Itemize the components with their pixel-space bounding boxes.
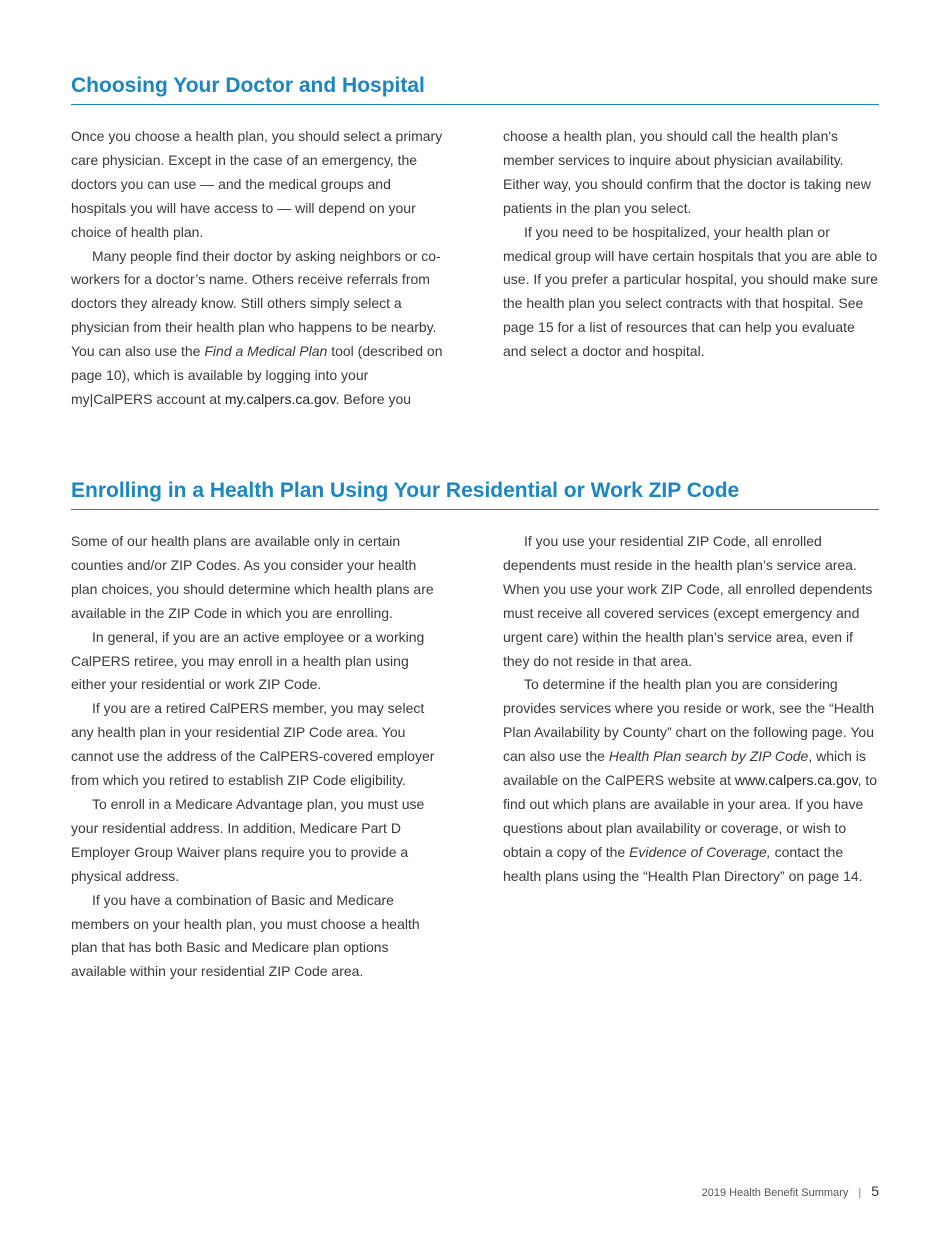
text-run: contact the health plans using the “Health Plan Directory” on page 14.	[503, 843, 863, 884]
text-run: Many people find their doctor by asking neighbors or co-workers for a doctor’s name. Others receive referrals from doctors they already know. Still others simply select a physician from their health plan who happens to be nearby. You can also use the	[71, 247, 441, 360]
paragraph: To enroll in a Medicare Advantage plan, you must use your residential address. In addition, Medicare Part D Employer Group Waiver plans require you to provide a physical address.	[71, 795, 425, 884]
text-run: , to find out which plans are available in your area. If you have questions about plan availability or coverage, or wish to obtain a copy of the	[503, 772, 878, 860]
paragraph: Some of our health plans are available only in certain counties and/or ZIP Codes. As you consider your health plan choices, you should determine which health plans are available in the ZIP Code in which you are enrolling.	[71, 533, 434, 621]
tool-name: Health Plan search by ZIP Code	[608, 748, 809, 765]
section-choosing-doctor	[71, 72, 879, 407]
document-title: Evidence of Coverage,	[629, 843, 771, 860]
section-enrolling-zip	[71, 477, 879, 980]
paragraph: In general, if you are an active employee or a working CalPERS retiree, you may enroll in a health plan using either your residential or work ZIP Code.	[71, 628, 425, 693]
paragraph	[503, 673, 879, 888]
text-run: To determine if the health plan you are considering provides services where you reside or work, see the “Health Plan Availability by County” chart on the following page. You can also use the	[503, 676, 875, 765]
page-footer	[702, 1182, 879, 1202]
text-run: . Before you	[335, 390, 412, 407]
paragraph: If you are a retired CalPERS member, you may select any health plan in your residential ZIP Code area. You cannot use the address of the CalPERS-covered employer from which you retired to establish ZIP Code eligibility.	[71, 700, 435, 789]
section-title: Enrolling in a Health Plan Using Your Residential or Work ZIP Code	[71, 477, 879, 510]
paragraph: If you have a combination of Basic and Medicare members on your health plan, you must choose a health plan that has both Basic and Medicare plan options available within your residential ZIP Code area.	[71, 891, 420, 980]
text-run: , which is available on the CalPERS website at	[503, 748, 866, 789]
paragraph	[71, 245, 443, 412]
paragraph: If you need to be hospitalized, your health plan or medical group will have certain hospitals that you are able to use. If you prefer a particular hospital, you should make sure the health plan you select contracts with that hospital. See page 15 for a list of resources that can help you evaluate and select a doctor and hospital.	[503, 223, 879, 360]
left-column	[71, 125, 443, 412]
left-column	[71, 530, 443, 984]
tool-name: Find a Medical Plan	[204, 343, 328, 360]
page-number: 5	[871, 1183, 879, 1199]
footer-separator: |	[858, 1187, 862, 1199]
paragraph: If you use your residential ZIP Code, all enrolled dependents must reside in the health plan’s service area. When you use your work ZIP Code, all enrolled dependents must receive all covered services (except emergency and urgent care) within the health plan’s service area, even if they do not reside in that area.	[503, 533, 873, 669]
right-column	[503, 125, 879, 364]
text-run: tool (described on page 10), which is available by logging into your my|CalPERS account at	[71, 343, 443, 407]
paragraph: Once you choose a health plan, you should select a primary care physician. Except in the case of an emergency, the doctors you can use — and the medical groups and hospitals you will have access to — will depend on your choice of health plan.	[71, 128, 443, 240]
footer-doc-title: 2019 Health Benefit Summary	[701, 1187, 849, 1199]
section-title: Choosing Your Doctor and Hospital	[71, 72, 879, 105]
paragraph: choose a health plan, you should call the health plan's member services to inquire about physician availability. Either way, you should confirm that the doctor is taking new patients in the plan you select.	[503, 128, 871, 216]
calpers-website-link[interactable]: www.calpers.ca.gov	[734, 772, 858, 789]
calpers-account-link[interactable]: my.calpers.ca.gov	[224, 390, 336, 407]
right-column	[503, 530, 879, 889]
